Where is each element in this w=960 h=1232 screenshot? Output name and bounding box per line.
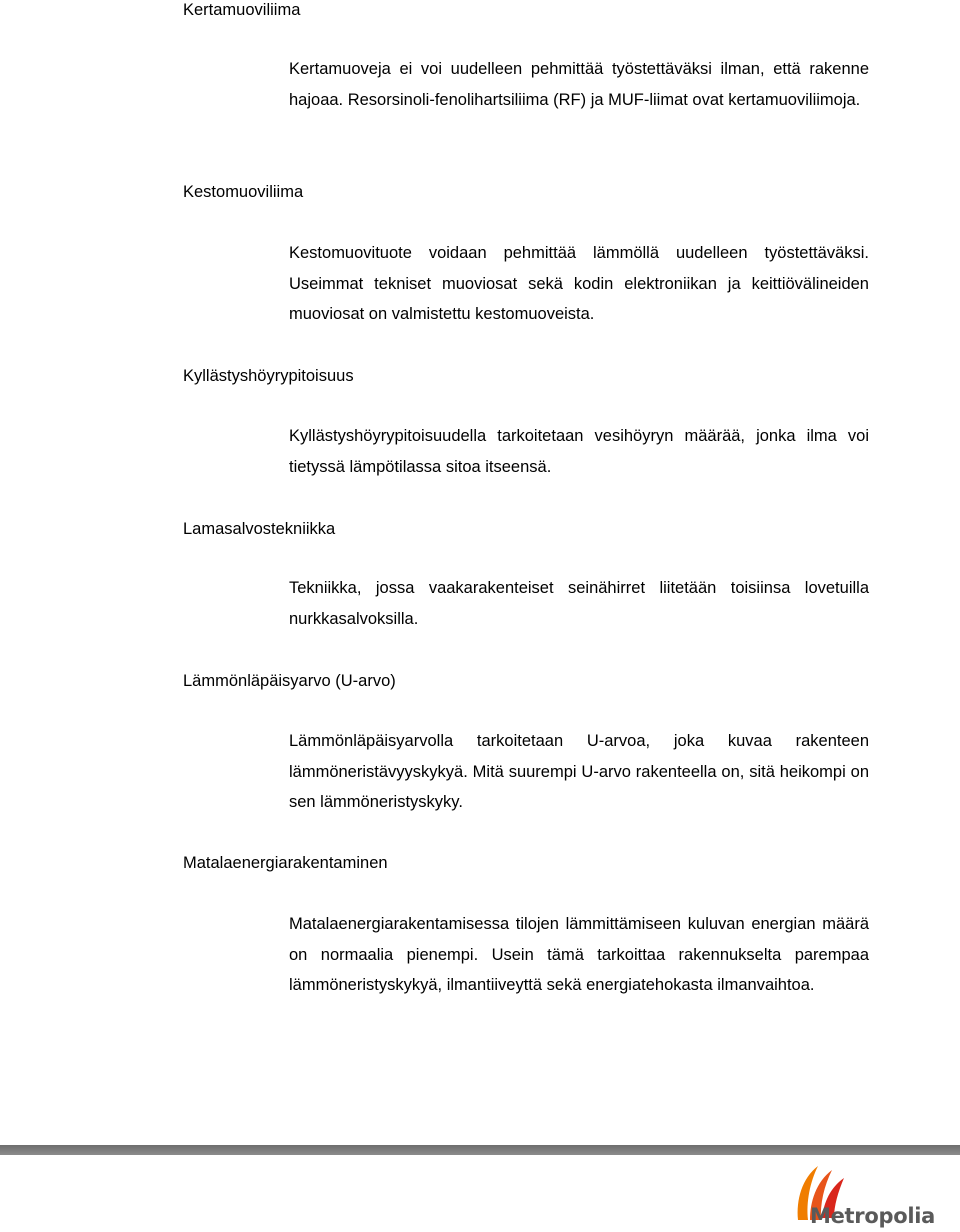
logo-wordmark: Metropolia	[810, 1204, 935, 1228]
definition-lammonlapaisyarvo: Lämmönläpäisyarvolla tarkoitetaan U-arvoa, joka kuvaa rakenteen lämmöneristävyyskykyä. Mitä suurempi U-arvo rakenteella on, sitä heikompi on sen lämmöneristyskyky.	[289, 732, 869, 812]
definition-kertamuoviliima: Kertamuoveja ei voi uudelleen pehmittää työstettäväksi ilman, että rakenne hajoaa. Resorsinoli-fenolihartsiliima (RF) ja MUF-liimat ovat kertamuoviliimoja.	[289, 60, 869, 109]
definition-lamasalvostekniikka: Tekniikka, jossa vaakarakenteiset seinähirret liitetään toisiinsa lovetuilla nurkkasalvoksilla.	[289, 579, 869, 628]
term-kyllastyshoyrypitoisuus: Kyllästyshöyrypitoisuus	[183, 367, 354, 385]
term-kestomuoviliima: Kestomuoviliima	[183, 183, 304, 201]
definition-kyllastyshoyrypitoisuus: Kyllästyshöyrypitoisuudella tarkoitetaan vesihöyryn määrää, jonka ilma voi tietyssä lämpötilassa sitoa itseensä.	[289, 427, 869, 476]
term-kertamuoviliima: Kertamuoviliima	[183, 1, 301, 19]
term-matalaenergiarakentaminen: Matalaenergiarakentaminen	[183, 854, 388, 872]
term-lamasalvostekniikka: Lamasalvostekniikka	[183, 520, 336, 538]
definition-matalaenergiarakentaminen: Matalaenergiarakentamisessa tilojen lämmittämiseen kuluvan energian määrä on normaalia pienempi. Usein tämä tarkoittaa rakennukselta parempaa lämmöneristyskykyä, ilmantiiveyttä sekä energiatehokasta ilmanvaihtoa.	[289, 915, 869, 995]
term-lammonlapaisyarvo: Lämmönläpäisyarvo (U-arvo)	[183, 672, 396, 690]
footer-band	[0, 1145, 960, 1155]
definition-kestomuoviliima: Kestomuovituote voidaan pehmittää lämmöllä uudelleen työstettäväksi. Useimmat tekniset muoviosat sekä kodin elektroniikan ja keittiövälineiden muoviosat on valmistettu kestomuoveista.	[289, 244, 869, 324]
metropolia-logo	[788, 1160, 935, 1230]
